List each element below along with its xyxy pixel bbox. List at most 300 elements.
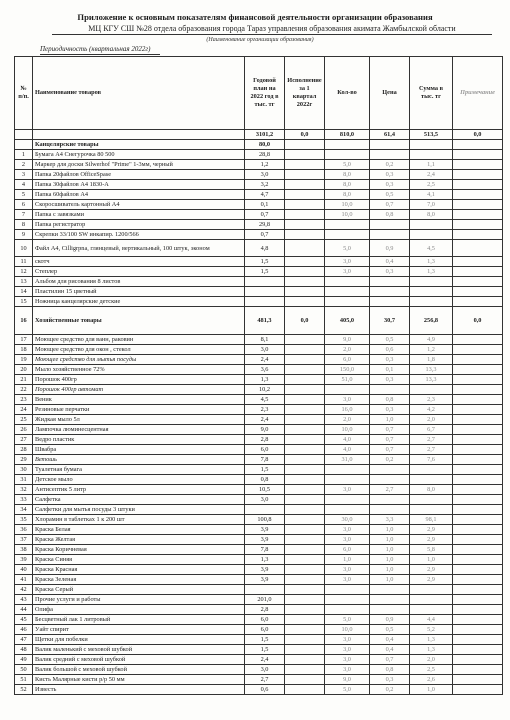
cell-sum: 2,9	[410, 575, 453, 585]
cell-name: Уайт спирит	[33, 625, 245, 635]
cell-price: 0,3	[370, 375, 410, 385]
cell-num: 41	[15, 575, 33, 585]
cell-sum: 1,3	[410, 645, 453, 655]
table-row	[15, 445, 503, 455]
cell-price	[370, 595, 410, 605]
cell-name: Бумага А4 Снегурочка 80 500	[33, 150, 245, 160]
cell-note	[453, 585, 503, 595]
cell-exec	[285, 160, 325, 170]
cell-qty	[325, 585, 370, 595]
cell-note	[453, 170, 503, 180]
cell-note	[453, 385, 503, 395]
cell-plan: 9,0	[245, 425, 285, 435]
cell-sum: 2,5	[410, 665, 453, 675]
cell-price	[370, 495, 410, 505]
cell-plan: 7,8	[245, 455, 285, 465]
cell-note	[453, 615, 503, 625]
cell-plan: 4,7	[245, 190, 285, 200]
cell-price: 0,2	[370, 160, 410, 170]
col-header-price: Цена	[370, 57, 410, 130]
cell-note	[453, 675, 503, 685]
cell-exec: 0,0	[285, 307, 325, 335]
cell-qty: 150,0	[325, 365, 370, 375]
cell-num: 20	[15, 365, 33, 375]
cell-price: 1,0	[370, 565, 410, 575]
cell-price: 0,3	[370, 180, 410, 190]
cell-exec	[285, 240, 325, 257]
cell-sum: 13,3	[410, 365, 453, 375]
totals-plan: 3101,2	[245, 130, 285, 140]
cell-num: 38	[15, 545, 33, 555]
cell-exec	[285, 150, 325, 160]
table-row	[15, 655, 503, 665]
cell-note	[453, 230, 503, 240]
cell-name: Мыло хозяйственное 72%	[33, 365, 245, 375]
cell-num: 37	[15, 535, 33, 545]
cell-sum: 2,4	[410, 170, 453, 180]
cell-name: Кисть Малярные кисти р/р 50 мм	[33, 675, 245, 685]
table-row	[15, 615, 503, 625]
cell-plan: 100,8	[245, 515, 285, 525]
cell-exec	[285, 685, 325, 695]
cell-price	[370, 475, 410, 485]
cell-plan: 1,5	[245, 465, 285, 475]
cell-qty	[325, 220, 370, 230]
table-row	[15, 395, 503, 405]
cell-price: 0,3	[370, 675, 410, 685]
table-row	[15, 535, 503, 545]
cell-exec	[285, 345, 325, 355]
col-header-name: Наименование товаров	[33, 57, 245, 130]
cell-exec	[285, 140, 325, 150]
cell-plan: 0,6	[245, 685, 285, 695]
table-row	[15, 515, 503, 525]
cell-name: Салфетки для мытья посуды 3 штуки	[33, 505, 245, 515]
cell-price: 0,2	[370, 455, 410, 465]
table-row	[15, 545, 503, 555]
cell-price: 0,5	[370, 625, 410, 635]
cell-plan: 8,1	[245, 335, 285, 345]
cell-note	[453, 375, 503, 385]
cell-num: 15	[15, 297, 33, 307]
cell-num: 35	[15, 515, 33, 525]
cell-sum: 1,2	[410, 345, 453, 355]
cell-price: 1,0	[370, 575, 410, 585]
cell-note	[453, 545, 503, 555]
cell-num: 51	[15, 675, 33, 685]
cell-plan: 29,8	[245, 220, 285, 230]
cell-num: 45	[15, 615, 33, 625]
cell-qty	[325, 385, 370, 395]
cell-note	[453, 267, 503, 277]
cell-qty: 2,0	[325, 345, 370, 355]
table-header-row	[15, 57, 503, 130]
cell-note	[453, 495, 503, 505]
cell-plan	[245, 585, 285, 595]
cell-name: Моющее средство для мытья посуды	[33, 355, 245, 365]
cell-price: 0,8	[370, 395, 410, 405]
cell-plan: 3,6	[245, 365, 285, 375]
cell-price: 0,7	[370, 425, 410, 435]
table-row	[15, 525, 503, 535]
cell-note	[453, 287, 503, 297]
cell-price: 0,3	[370, 355, 410, 365]
cell-exec	[285, 505, 325, 515]
cell-note	[453, 445, 503, 455]
cell-sum	[410, 287, 453, 297]
cell-name: Порошок 400гр	[33, 375, 245, 385]
cell-sum	[410, 230, 453, 240]
cell-qty: 9,0	[325, 675, 370, 685]
cell-exec	[285, 425, 325, 435]
cell-name: Моющее средство для окон , стекол	[33, 345, 245, 355]
cell-qty: 10,0	[325, 210, 370, 220]
cell-qty: 3,0	[325, 645, 370, 655]
cell-name: Туалетная бумага	[33, 465, 245, 475]
cell-name: Швабра	[33, 445, 245, 455]
cell-exec	[285, 615, 325, 625]
cell-qty: 3,0	[325, 267, 370, 277]
cell-price: 0,5	[370, 190, 410, 200]
cell-note	[453, 435, 503, 445]
cell-qty: 30,0	[325, 515, 370, 525]
cell-note	[453, 150, 503, 160]
cell-plan: 0,1	[245, 200, 285, 210]
cell-exec	[285, 267, 325, 277]
cell-price: 3,3	[370, 515, 410, 525]
cell-sum: 1,8	[410, 355, 453, 365]
table-row	[15, 585, 503, 595]
cell-name: Файл А4, Cilligrpna, глянцевый, вертикальный, 100 штук, эконом	[33, 240, 245, 257]
cell-plan	[245, 277, 285, 287]
cell-name: Ведро пластик	[33, 435, 245, 445]
cell-sum: 4,4	[410, 615, 453, 625]
cell-exec	[285, 385, 325, 395]
cell-plan: 201,0	[245, 595, 285, 605]
cell-num: 22	[15, 385, 33, 395]
cell-price: 0,8	[370, 210, 410, 220]
cell-plan: 3,0	[245, 345, 285, 355]
cell-num: 1	[15, 150, 33, 160]
cell-price	[370, 287, 410, 297]
cell-exec	[285, 545, 325, 555]
cell-exec	[285, 435, 325, 445]
cell-name: Скоросшиватель картонный А4	[33, 200, 245, 210]
cell-num: 19	[15, 355, 33, 365]
cell-note	[453, 180, 503, 190]
table-row	[15, 625, 503, 635]
cell-exec	[285, 645, 325, 655]
cell-num: 6	[15, 200, 33, 210]
cell-plan: 481,3	[245, 307, 285, 335]
group-row	[15, 140, 503, 150]
cell-exec	[285, 625, 325, 635]
cell-plan: 3,9	[245, 535, 285, 545]
cell-note	[453, 465, 503, 475]
cell-qty	[325, 230, 370, 240]
cell-qty: 4,0	[325, 445, 370, 455]
cell-name: Краска Серый	[33, 585, 245, 595]
cell-name: Краска Желтая	[33, 535, 245, 545]
cell-note	[453, 635, 503, 645]
totals-sum: 513,5	[410, 130, 453, 140]
cell-price: 0,4	[370, 645, 410, 655]
cell-sum: 1,0	[410, 555, 453, 565]
cell-sum: 2,6	[410, 675, 453, 685]
table-row	[15, 575, 503, 585]
cell-name: Краска Белая	[33, 525, 245, 535]
cell-exec	[285, 200, 325, 210]
cell-num: 16	[15, 307, 33, 335]
cell-qty: 8,0	[325, 190, 370, 200]
cell-qty: 1,0	[325, 555, 370, 565]
cell-plan: 1,2	[245, 160, 285, 170]
cell-sum: 1,1	[410, 160, 453, 170]
cell-name: Степлер	[33, 267, 245, 277]
cell-note	[453, 335, 503, 345]
cell-num: 21	[15, 375, 33, 385]
cell-note	[453, 200, 503, 210]
cell-sum: 1,3	[410, 635, 453, 645]
cell-exec	[285, 555, 325, 565]
table-row	[15, 190, 503, 200]
cell-num: 46	[15, 625, 33, 635]
cell-price: 1,0	[370, 535, 410, 545]
cell-sum: 13,3	[410, 375, 453, 385]
cell-note	[453, 140, 503, 150]
cell-sum	[410, 297, 453, 307]
cell-name: Скрепки 33/100 SW инкапир. 1200/566	[33, 230, 245, 240]
cell-plan: 1,5	[245, 267, 285, 277]
cell-name: Резиновые перчатки	[33, 405, 245, 415]
cell-num: 24	[15, 405, 33, 415]
cell-plan: 0,7	[245, 210, 285, 220]
cell-exec	[285, 375, 325, 385]
cell-note	[453, 685, 503, 695]
cell-exec	[285, 595, 325, 605]
cell-note	[453, 365, 503, 375]
cell-qty	[325, 150, 370, 160]
table-row	[15, 685, 503, 695]
cell-name: Альбом для рисования 8 листов	[33, 277, 245, 287]
cell-num: 25	[15, 415, 33, 425]
cell-exec	[285, 355, 325, 365]
cell-sum: 2,3	[410, 395, 453, 405]
cell-name: Порошок 400гр автомат	[33, 385, 245, 395]
cell-sum: 98,1	[410, 515, 453, 525]
cell-exec	[285, 675, 325, 685]
cell-price: 1,0	[370, 525, 410, 535]
cell-name: Прочие услуги и работы	[33, 595, 245, 605]
table-row	[15, 220, 503, 230]
table-row	[15, 505, 503, 515]
cell-exec	[285, 210, 325, 220]
cell-note	[453, 565, 503, 575]
cell-name: Моющее средство для ванн, раковин	[33, 335, 245, 345]
cell-sum	[410, 150, 453, 160]
cell-name: Папка с завязками	[33, 210, 245, 220]
cell-name: Краска Зеленая	[33, 575, 245, 585]
table-row	[15, 495, 503, 505]
table-row	[15, 675, 503, 685]
cell-name: Бесцветный лак 1 литровый	[33, 615, 245, 625]
col-header-num: № п/п.	[15, 57, 33, 130]
cell-qty	[325, 140, 370, 150]
cell-note	[453, 220, 503, 230]
goods-table-wrapper	[14, 56, 502, 695]
table-row	[15, 345, 503, 355]
cell-name: Краска Синяя	[33, 555, 245, 565]
cell-qty: 8,0	[325, 180, 370, 190]
cell-num: 31	[15, 475, 33, 485]
table-row	[15, 257, 503, 267]
cell-note	[453, 595, 503, 605]
col-header-note: Примечание	[453, 57, 503, 130]
cell-name: Ножница канцелярские детские	[33, 297, 245, 307]
cell-sum: 4,5	[410, 240, 453, 257]
cell-price	[370, 465, 410, 475]
cell-note	[453, 625, 503, 635]
table-row	[15, 335, 503, 345]
table-row	[15, 180, 503, 190]
cell-exec	[285, 565, 325, 575]
cell-price: 0,3	[370, 170, 410, 180]
cell-price: 0,8	[370, 665, 410, 675]
cell-num: 34	[15, 505, 33, 515]
table-row	[15, 385, 503, 395]
table-row	[15, 240, 503, 257]
cell-price: 0,7	[370, 435, 410, 445]
cell-num: 7	[15, 210, 33, 220]
cell-num: 8	[15, 220, 33, 230]
cell-price: 0,2	[370, 685, 410, 695]
cell-name: Папка регистратор	[33, 220, 245, 230]
table-row	[15, 645, 503, 655]
cell-num: 44	[15, 605, 33, 615]
cell-plan: 6,0	[245, 615, 285, 625]
table-row	[15, 267, 503, 277]
cell-exec	[285, 465, 325, 475]
cell-qty	[325, 465, 370, 475]
totals-qty: 810,0	[325, 130, 370, 140]
cell-note	[453, 535, 503, 545]
cell-num: 40	[15, 565, 33, 575]
cell-note	[453, 257, 503, 267]
cell-sum	[410, 220, 453, 230]
cell-exec	[285, 525, 325, 535]
cell-plan: 28,8	[245, 150, 285, 160]
cell-sum: 1,0	[410, 685, 453, 695]
cell-sum: 6,7	[410, 425, 453, 435]
cell-num: 11	[15, 257, 33, 267]
cell-sum: 4,1	[410, 190, 453, 200]
cell-price	[370, 150, 410, 160]
cell-num: 14	[15, 287, 33, 297]
cell-sum: 1,3	[410, 267, 453, 277]
cell-num: 48	[15, 645, 33, 655]
cell-num: 32	[15, 485, 33, 495]
cell-price	[370, 140, 410, 150]
cell-note	[453, 525, 503, 535]
cell-exec	[285, 220, 325, 230]
table-row	[15, 435, 503, 445]
cell-qty: 51,0	[325, 375, 370, 385]
cell-sum: 2,0	[410, 655, 453, 665]
cell-note	[453, 505, 503, 515]
cell-exec	[285, 515, 325, 525]
cell-plan: 1,5	[245, 635, 285, 645]
table-row	[15, 277, 503, 287]
cell-exec	[285, 585, 325, 595]
cell-note	[453, 415, 503, 425]
cell-name: Папка 20файлов OfficeSpase	[33, 170, 245, 180]
cell-num: 17	[15, 335, 33, 345]
cell-num: 27	[15, 435, 33, 445]
cell-num: 3	[15, 170, 33, 180]
cell-qty	[325, 495, 370, 505]
cell-price: 1,0	[370, 415, 410, 425]
cell-qty: 3,0	[325, 575, 370, 585]
cell-sum	[410, 277, 453, 287]
table-row	[15, 465, 503, 475]
cell-plan: 2,8	[245, 605, 285, 615]
cell-plan: 1,5	[245, 645, 285, 655]
table-row	[15, 365, 503, 375]
cell-note	[453, 645, 503, 655]
cell-plan: 1,5	[245, 257, 285, 267]
cell-qty: 5,0	[325, 685, 370, 695]
goods-table	[14, 56, 503, 695]
cell-num: 52	[15, 685, 33, 695]
cell-name: Канцелярские товары	[33, 140, 245, 150]
cell-price: 0,4	[370, 635, 410, 645]
cell-name: Антисептик 5 литр	[33, 485, 245, 495]
cell-plan: 3,9	[245, 565, 285, 575]
cell-price: 1,0	[370, 555, 410, 565]
totals-row	[15, 130, 503, 140]
cell-exec	[285, 655, 325, 665]
organization-caption: (Наименование организации образования)	[206, 37, 314, 43]
cell-qty: 5,0	[325, 240, 370, 257]
cell-sum	[410, 595, 453, 605]
table-row	[15, 210, 503, 220]
period-label: Периодичность (квартальная 2022г)	[40, 44, 160, 55]
cell-qty: 5,0	[325, 160, 370, 170]
cell-sum: 8,0	[410, 485, 453, 495]
cell-exec	[285, 180, 325, 190]
cell-plan: 2,8	[245, 435, 285, 445]
cell-price: 0,7	[370, 200, 410, 210]
cell-price: 30,7	[370, 307, 410, 335]
cell-num: 12	[15, 267, 33, 277]
cell-plan: 6,0	[245, 445, 285, 455]
cell-qty: 405,0	[325, 307, 370, 335]
group-row	[15, 307, 503, 335]
cell-num: 49	[15, 655, 33, 665]
cell-qty: 6,0	[325, 355, 370, 365]
cell-qty: 10,0	[325, 625, 370, 635]
cell-plan: 10,5	[245, 485, 285, 495]
cell-num: 13	[15, 277, 33, 287]
cell-sum: 2,9	[410, 565, 453, 575]
totals-note: 0,0	[453, 130, 503, 140]
cell-name: Щетки для побелки	[33, 635, 245, 645]
cell-note	[453, 277, 503, 287]
cell-price	[370, 385, 410, 395]
cell-sum	[410, 475, 453, 485]
cell-note	[453, 190, 503, 200]
cell-sum: 1,3	[410, 257, 453, 267]
